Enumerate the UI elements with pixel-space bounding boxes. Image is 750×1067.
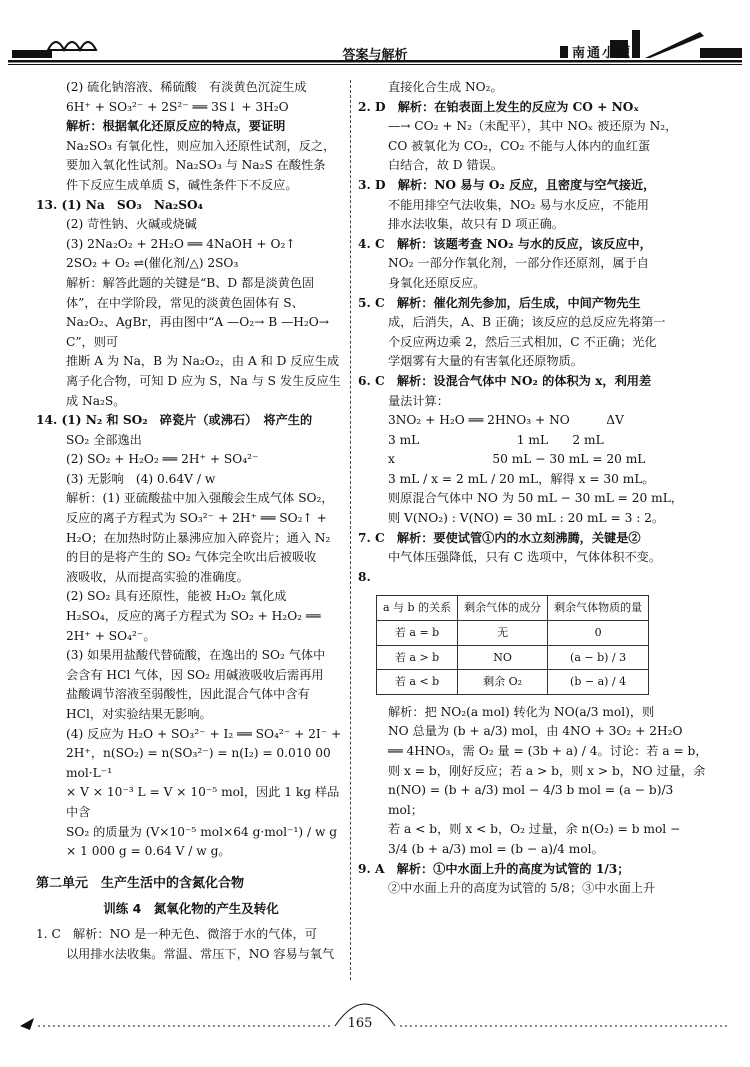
text-line: H₂O；在加热时防止暴沸应加入碎瓷片；通入 N₂ [66, 530, 331, 545]
table-cell: 若 a = b [377, 621, 458, 646]
table-cell: (b − a) / 4 [548, 670, 649, 695]
text-line: NO 总量为 (b + a/3) mol，由 4NO + 3O₂ + 2H₂O [388, 724, 683, 739]
left-column [36, 78, 346, 964]
unit-heading: 第二单元 生产生活中的含氮化合物 [36, 875, 245, 891]
header-brand: 南通小题 [571, 46, 632, 61]
text-line: ②中水面上升的高度为试管的 5/8；③中水面上升 [388, 881, 656, 896]
text-line: 要加入氧化性试剂。Na₂SO₃ 与 Na₂S 在酸性条 [66, 158, 326, 173]
header-title: 答案与解析 [342, 48, 408, 63]
text-line: 件下反应生成单质 S，碱性条件下不反应。 [66, 177, 298, 192]
text-line: 推断 A 为 Na，B 为 Na₂O₂，由 A 和 D 反应生成 [66, 354, 340, 369]
answer-table [376, 595, 649, 694]
question-5: 5. C 解析：催化剂先参加，后生成，中间产物先生 [358, 295, 641, 310]
question-1: 1. C 解析：NO 是一种无色、微溶于水的气体，可 [36, 926, 317, 941]
table-row [377, 645, 649, 670]
text-line: 解析：解答此题的关键是“B、D 都是淡黄色固 [66, 275, 315, 290]
text-line: (3) 如果用盐酸代替硫酸，在逸出的 SO₂ 气体中 [66, 648, 326, 663]
text-line: 的目的是将产生的 SO₂ 气体完全吹出后被吸收 [66, 550, 317, 565]
question-4: 4. C 解析：该题考查 NO₂ 与水的反应，该反应中， [358, 236, 652, 251]
column-divider [350, 80, 351, 980]
text-line: 解析：根据氧化还原反应的特点，要证明 [66, 119, 286, 134]
text-line: HCl，对实验结果无影响。 [66, 707, 212, 721]
table-header-cell: 剩余气体的成分 [458, 596, 548, 621]
table-header-cell: a 与 b 的关系 [377, 596, 458, 621]
page-number: 165 [347, 1016, 373, 1031]
table-header-cell: 剩余气体物质的量 [548, 596, 649, 621]
text-line: 3/4 (b + a/3) mol = (b − a)/4 mol。 [388, 841, 604, 856]
question-14: 14. (1) N₂ 和 SO₂ 碎瓷片（或沸石） 将产生的 [36, 413, 313, 428]
text-line: 中气体压强降低，只有 C 选项中，气体体积不变。 [388, 550, 662, 565]
table-cell: 若 a > b [377, 645, 458, 670]
text-line: x 50 mL − 30 mL = 20 mL [388, 452, 646, 467]
question-6: 6. C 解析：设混合气体中 NO₂ 的体积为 x，利用差 [358, 373, 652, 388]
text-line: 解析：把 NO₂(a mol) 转化为 NO(a/3 mol)，则 [388, 704, 655, 719]
text-line: 白结合，故 D 错误。 [388, 158, 504, 173]
table-cell: 若 a < b [377, 670, 458, 695]
text-line: 则原混合气体中 NO 为 50 mL − 30 mL = 20 mL， [388, 491, 683, 506]
text-line: 以用排水法收集。常温、常压下，NO 容易与氧气 [66, 946, 335, 961]
text-line: 个反应两边乘 2，然后三式相加，C 不正确；光化 [388, 334, 657, 349]
table-row [377, 621, 649, 646]
text-line: 直接化合生成 NO₂。 [388, 80, 503, 94]
question-13: 13. (1) Na SO₃ Na₂SO₄ [36, 197, 204, 212]
question-3: 3. D 解析：NO 易与 O₂ 反应，且密度与空气接近， [358, 177, 656, 192]
text-line: 则 x = b，刚好反应；若 a > b，则 x > b，NO 过量，余 [388, 763, 706, 778]
text-line: NO₂ 一部分作氧化剂，一部分作还原剂，属于自 [388, 256, 649, 271]
question-8: 8. [358, 569, 371, 584]
text-line: Na₂O₂、AgBr，再由图中“A —O₂→ B —H₂O→ C”，则可 [66, 315, 329, 349]
text-line: 则 V(NO₂) : V(NO) = 30 mL : 20 mL = 3 : 2。 [388, 511, 665, 526]
text-line: 排水法收集，故只有 D 项正确。 [388, 217, 564, 232]
text-line: (4) 反应为 H₂O + SO₃²⁻ + I₂ ══ SO₄²⁻ + 2I⁻ + [66, 726, 342, 741]
text-line: (2) 苛性钠、火碱或烧碱 [66, 217, 197, 232]
text-line: 液吸收，从而提高实验的准确度。 [66, 569, 249, 584]
question-7: 7. C 解析：要使试管①内的水立刻沸腾，关键是② [358, 530, 641, 545]
table-header-row [377, 596, 649, 621]
page-header [0, 0, 750, 72]
equation: (2) SO₂ + H₂O₂ ══ 2H⁺ + SO₄²⁻ [66, 452, 259, 467]
table-cell: 剩余 O₂ [458, 670, 548, 695]
table-row [377, 670, 649, 695]
text-line: H₂SO₄，反应的离子方程式为 SO₂ + H₂O₂ ══ [66, 609, 321, 624]
question-2: 2. D 解析：在铂表面上发生的反应为 CO + NOₓ [358, 99, 640, 114]
text-line: 身氧化还原反应。 [388, 275, 486, 290]
text-line: 学烟雾有大量的有害氧化还原物质。 [388, 354, 583, 369]
text-line: (3) 无影响 (4) 0.64V / w [66, 471, 216, 486]
text-line: 体”，在中学阶段，常见的淡黄色固体有 S、 [66, 295, 304, 310]
text-line: 盐酸调节溶液至弱酸性，因此混合气体中含有 [66, 687, 310, 702]
question-9: 9. A 解析：①中水面上升的高度为试管的 1/3； [358, 861, 630, 876]
table-cell: 无 [458, 621, 548, 646]
equation: 6H⁺ + SO₃²⁻ + 2S²⁻ ══ 3S↓ + 3H₂O [66, 99, 289, 114]
text-line: 3 mL / x = 2 mL / 20 mL，解得 x = 30 mL。 [388, 471, 655, 486]
table-cell: NO [458, 645, 548, 670]
text-line: ══ 4HNO₃，需 O₂ 量 = (3b + a) / 4。讨论：若 a = b， [388, 744, 708, 758]
text-line: CO 被氧化为 CO₂，CO₂ 不能与人体内的血红蛋 [388, 138, 651, 153]
text-line: 解析：(1) 亚硫酸盐中加入强酸会生成气体 SO₂， [66, 491, 334, 506]
text-line: (2) SO₂ 具有还原性，能被 H₂O₂ 氧化成 [66, 589, 287, 604]
text-line: × V × 10⁻³ L = V × 10⁻⁵ mol，因此 1 kg 样品中含 [66, 785, 340, 819]
text-line: 成 Na₂S。 [66, 393, 126, 408]
table-cell: 0 [548, 621, 649, 646]
text-line: 反应的离子方程式为 SO₃²⁻ + 2H⁺ ══ SO₂↑ + [66, 511, 327, 526]
text-line: 离子化合物，可知 D 应为 S，Na 与 S 发生反应生 [66, 373, 341, 388]
text-line: × 1 000 g = 0.64 V / w g。 [66, 844, 231, 859]
text-line: —→ CO₂ + N₂（未配平），其中 NOₓ 被还原为 N₂， [388, 119, 678, 134]
text-line: 2H⁺ + SO₄²⁻。 [66, 628, 156, 643]
text-line: 若 a < b，则 x < b，O₂ 过量，余 n(O₂) = b mol − [388, 822, 681, 837]
equation: 2SO₂ + O₂ ⇌(催化剂/△) 2SO₃ [66, 256, 239, 271]
text-line: 量法计算： [388, 393, 449, 408]
right-column [358, 78, 710, 899]
text-line: (2) 硫化钠溶液、稀硫酸 有淡黄色沉淀生成 [66, 80, 307, 94]
equation: (3) 2Na₂O₂ + 2H₂O ══ 4NaOH + O₂↑ [66, 236, 296, 251]
text-line: SO₂ 的质量为 (V×10⁻⁵ mol×64 g·mol⁻¹) / w g [66, 824, 338, 839]
text-line: Na₂SO₃ 有氧化性，则应加入还原性试剂，反之， [66, 138, 336, 153]
text-line: 成，后消失，A、B 正确；该反应的总反应先将第一 [388, 315, 666, 330]
text-line: n(NO) = (b + a/3) mol − 4/3 b mol = (a − b)/3 mol； [388, 783, 674, 817]
training-heading: 训练 4 氮氧化物的产生及转化 [103, 901, 279, 917]
text-line: SO₂ 全部逸出 [66, 432, 142, 447]
text-line: 不能用排空气法收集，NO₂ 易与水反应，不能用 [388, 197, 649, 212]
equation: 3NO₂ + H₂O ══ 2HNO₃ + NO ΔV [388, 413, 624, 428]
text-line: 会含有 HCl 气体，因 SO₂ 用碱液吸收后需再用 [66, 667, 324, 682]
text-line: 2H⁺，n(SO₂) = n(SO₃²⁻) = n(I₂) = 0.010 00 mol·L⁻¹ [66, 746, 331, 780]
table-cell: (a − b) / 3 [548, 645, 649, 670]
text-line: 3 mL 1 mL 2 mL [388, 432, 604, 447]
